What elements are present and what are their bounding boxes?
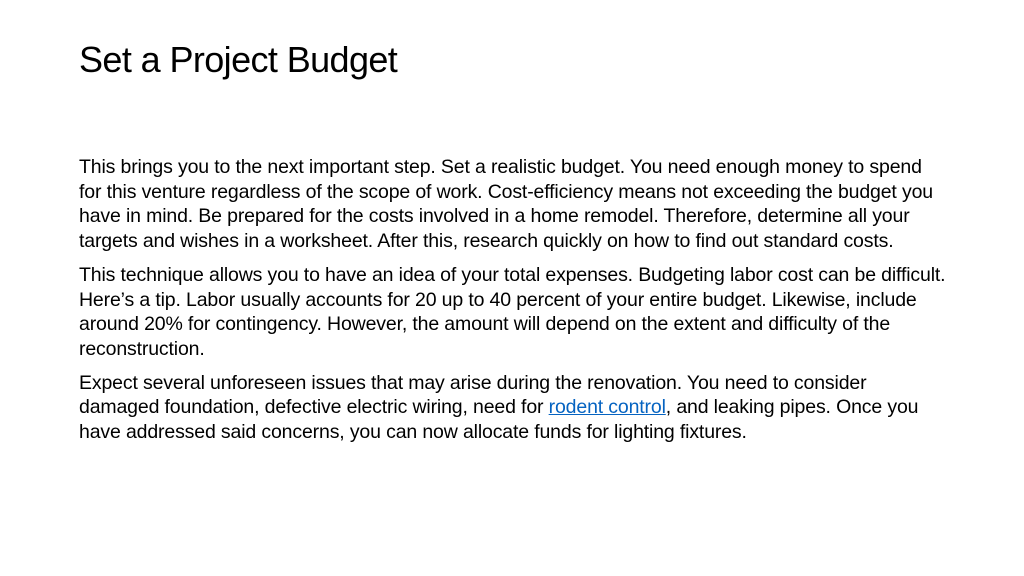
paragraph-budget-intro: This brings you to the next important step. Set a realistic budget. You need enough money to spend for this venture regardless of the scope of work. Cost-efficiency means not exceeding the budget you have in mind. Be prepared for the costs involved in a home remodel. Therefore, determine all your targets and wishes in a worksheet. After this, research quickly on how to find out standard costs. [79,156,933,253]
slide-title: Set a Project Budget [79,39,398,80]
paragraph-labor-cost: This technique allows you to have an idea of your total expenses. Budgeting labor cost can be difficult. Here’s a tip. Labor usually accounts for 20 up to 40 percent of your entire budget. Likewise, include around 20% for contingency. However, the amount will depend on the extent and difficulty of the reconstruction. [79,263,946,360]
paragraph-text-after-link: , and leaking pipes. Once you have addressed said concerns, you can now allocate funds for lighting fixtures. [79,396,919,444]
rodent-control-link[interactable]: rodent control [548,396,666,419]
paragraph-text-before-link: Expect several unforeseen issues that may arise during the renovation. You need to consider damaged foundation, defective electric wiring, need for [79,371,867,419]
slide-body [79,155,949,454]
paragraph-unforeseen-issues [79,371,949,445]
